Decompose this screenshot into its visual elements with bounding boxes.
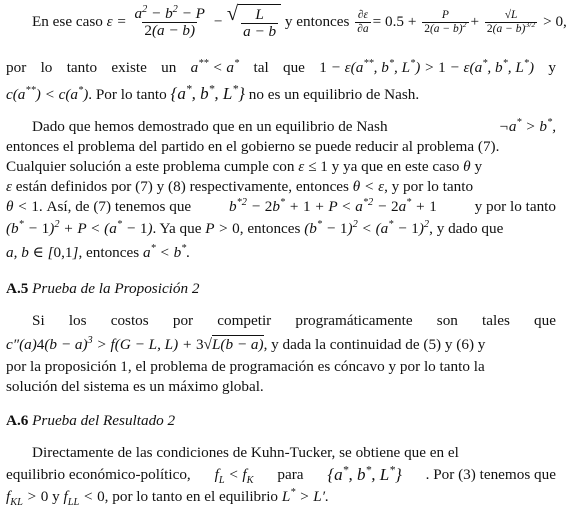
text-span: , entonces (239, 220, 301, 237)
text-span: . Por (3) tenemos que (425, 466, 556, 483)
text-line-7: ε están definidos por (7) y (8) respectivamente, entonces θ < ε, y por lo tanto (6, 178, 474, 195)
math-derivative: $\frac{\partial\varepsilon}{\partial a}$ = 0.5 + $\frac{P}{2(a - b)^2}$ + $\frac{√L}{2(a - b)^{3/2}}$ (357, 9, 536, 36)
text-line-13 (6, 357, 556, 377)
text-span: , y dada la continuidad de (5) y (6) y (263, 336, 486, 353)
text-line-5 (6, 137, 556, 157)
text-line-10: a, b ∈ [0,1], entonces a* < b*. (6, 242, 191, 261)
math-b-inequality: $b^{*2} - 2b^* + 1 + P < a^{*2} - 2a^* + 1$ (228, 196, 437, 215)
text-line-9: $(b^* - 1)^2 + P < (a^* - 1)$. Ya que P > 0, entonces $(b^* - 1)^2 < (a^* - 1)^2$, y dado que (6, 218, 504, 237)
text-span: competir (217, 312, 272, 329)
text-line-6: Cualquier solución a este problema cumple con ε ≤ 1 y ya que en este caso θ y (6, 158, 483, 175)
text-span: tal (253, 59, 269, 76)
text-span: y (52, 488, 60, 505)
text-span: y por lo tanto (474, 198, 556, 215)
text-line-11 (6, 311, 556, 331)
text-span: y (548, 59, 556, 76)
equation-line-1 (6, 3, 567, 41)
text-span: , y por lo tanto (384, 178, 474, 195)
text-span: por la proposición 1, el problema de programación es cóncavo y por lo tanto la (6, 358, 485, 375)
math-not-a-gt-b: ¬a* > b*, (498, 116, 556, 135)
text-span: Si (32, 312, 45, 329)
text-span: para (277, 466, 304, 483)
section-heading-a6 (6, 411, 556, 431)
text-span: Prueba del Resultado 2 (32, 412, 176, 429)
text-span: Prueba de la Proposición 2 (32, 280, 200, 297)
text-span: y ya que en este caso (331, 158, 460, 175)
text-line-2 (6, 58, 556, 78)
math-inequality-epsilon: 1 − ε(a**, b*, L*) > 1 − ε(a*, b*, L*) (319, 57, 535, 76)
text-line-4 (6, 117, 556, 137)
text-span: Directamente de las condiciones de Kuhn-Tucker, se obtiene que en el (32, 444, 459, 461)
math-set-astar: {a*, b*, L*} (170, 82, 245, 103)
text-span: tanto (66, 59, 98, 76)
text-span: , por lo tanto en el equilibrio (104, 488, 279, 505)
text-span: costos (110, 312, 149, 329)
text-span: equilibrio económico-político, (6, 466, 191, 483)
text-line-8: θ < 1. Así, de (7) tenemos que $b^{*2} - 2b^* + 1 + P < a^{*2} - 2a^* + 1$ y por lo tanto (6, 196, 556, 215)
math-a-star-star: a** < a* (190, 57, 240, 76)
text-span: . Así, de (7) tenemos que (38, 198, 192, 215)
text-span: programáticamente (295, 312, 413, 329)
math-cost-condition: $c''(a)4(b - a)^3 > f(G - L$, L) + 3√L(b − a) (6, 334, 264, 353)
text-line-16: equilibrio económico-político, $f_L < f_K$ para {a*, b*, L*} . Por (3) tenemos que (6, 463, 556, 487)
text-line-3 (6, 84, 556, 105)
text-span: son (436, 312, 458, 329)
text-span: existe (111, 59, 147, 76)
text-span: y entonces (284, 13, 350, 30)
text-span: solución del sistema es un máximo global. (6, 378, 264, 395)
text-span: . Ya que (152, 220, 202, 237)
text-span: lo (40, 59, 53, 76)
text-span: , entonces (78, 244, 140, 261)
text-line-14 (6, 377, 556, 397)
text-span: que (282, 59, 305, 76)
section-heading-a5 (6, 279, 556, 299)
text-span: los (68, 312, 87, 329)
text-span: Cualquier solución a este problema cumple con (6, 158, 295, 175)
text-line-17: $f_{KL} > 0$ y $f_{LL} < 0$, por lo tanto en el equilibrio L* > L′. (6, 486, 329, 509)
text-span: , y dado que (429, 220, 504, 237)
math-epsilon-def: ε = $\frac{a^2 - b^2 - P}{2(a - b)}$ − √ $\frac{L}{a - b}$ (107, 13, 285, 30)
text-span: están definidos por (7) y (8) respectivamente, entonces (15, 178, 349, 195)
text-span: no es un equilibrio de Nash. (248, 86, 420, 103)
text-span: por (6, 59, 27, 76)
math-cost-inequality: c(a**) < c(a*) (6, 84, 89, 103)
text-span: por (172, 312, 194, 329)
text-span: tales (482, 312, 510, 329)
text-span: que (534, 312, 556, 329)
text-line-12 (6, 335, 556, 355)
text-span: A.6 (6, 412, 29, 429)
text-span: > 0, (543, 13, 567, 30)
text-line-15 (6, 443, 556, 463)
text-span: . Por lo tanto (88, 86, 167, 103)
text-span: entonces el problema del partido en el gobierno se puede reducir al problema (7). (6, 138, 500, 155)
text-span: un (161, 59, 177, 76)
text-span: Dado que hemos demostrado que en un equilibrio de Nash (32, 118, 388, 135)
text-span: A.5 (6, 280, 29, 297)
text-span: En ese caso (32, 13, 103, 30)
